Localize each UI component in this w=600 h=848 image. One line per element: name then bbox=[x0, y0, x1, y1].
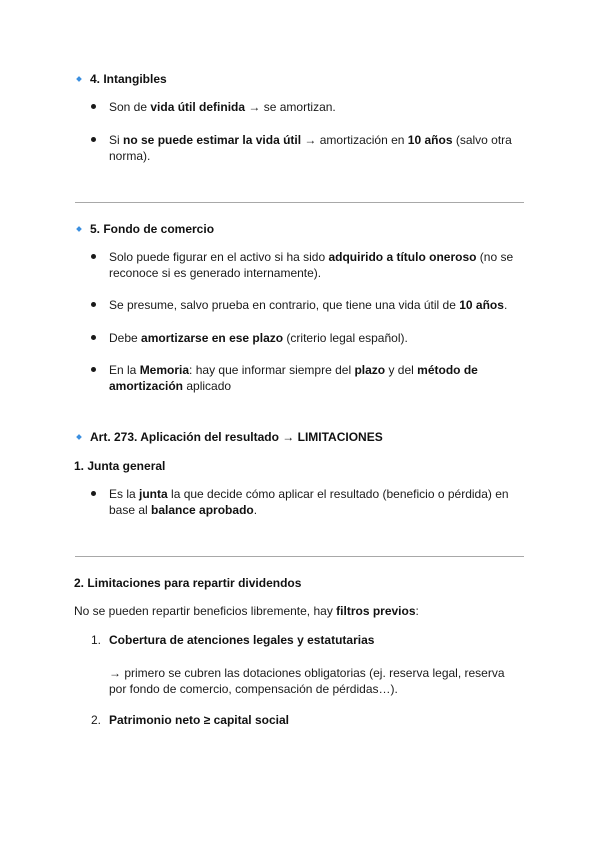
fondo-bullet-1-line2: reconoce si es generado internamente). bbox=[109, 266, 322, 280]
bullet-icon bbox=[91, 367, 96, 372]
item-1-desc-line1: → primero se cubren las dotaciones obligatorias (ej. reserva legal, reserva bbox=[109, 666, 505, 680]
section-divider bbox=[75, 202, 524, 203]
section-heading-fondo: 5. Fondo de comercio bbox=[90, 222, 215, 236]
section-divider bbox=[75, 556, 524, 557]
diamond-bullet-icon bbox=[76, 76, 82, 82]
bullet-icon bbox=[91, 335, 96, 340]
section-heading-intangibles: 4. Intangibles bbox=[90, 72, 167, 86]
fondo-bullet-4-line2: amortización aplicado bbox=[109, 379, 232, 393]
junta-bullet-line1: Es la junta la que decide cómo aplicar el resultado (beneficio o pérdida) en bbox=[109, 487, 509, 501]
intangibles-bullet-2-line2: norma). bbox=[109, 149, 151, 163]
limitaciones-intro: No se pueden repartir beneficios libremente, hay filtros previos: bbox=[74, 604, 419, 618]
section-heading-art273: Art. 273. Aplicación del resultado → LIMITACIONES bbox=[90, 430, 383, 444]
bullet-icon bbox=[91, 137, 96, 142]
item-2-title: Patrimonio neto ≥ capital social bbox=[109, 713, 289, 727]
subheading-junta-general: 1. Junta general bbox=[74, 459, 166, 473]
intangibles-bullet-1: Son de vida útil definida → se amortizan. bbox=[109, 100, 336, 114]
fondo-bullet-4-line1: En la Memoria: hay que informar siempre del plazo y del método de bbox=[109, 363, 478, 377]
bullet-icon bbox=[91, 104, 96, 109]
junta-bullet-line2: base al balance aprobado. bbox=[109, 503, 258, 517]
bullet-icon bbox=[91, 302, 96, 307]
fondo-bullet-3: Debe amortizarse en ese plazo (criterio legal español). bbox=[109, 331, 408, 345]
diamond-bullet-icon bbox=[76, 434, 82, 440]
list-number: 1. bbox=[91, 633, 102, 647]
intangibles-bullet-2-line1: Si no se puede estimar la vida útil → amortización en 10 años (salvo otra bbox=[109, 133, 512, 147]
subheading-limitaciones: 2. Limitaciones para repartir dividendos bbox=[74, 576, 302, 590]
fondo-bullet-2: Se presume, salvo prueba en contrario, que tiene una vida útil de 10 años. bbox=[109, 298, 508, 312]
item-1-desc-line2: por fondo de comercio, compensación de pérdidas…). bbox=[109, 682, 398, 696]
diamond-bullet-icon bbox=[76, 226, 82, 232]
fondo-bullet-1-line1: Solo puede figurar en el activo si ha sido adquirido a título oneroso (no se bbox=[109, 250, 514, 264]
item-1-title: Cobertura de atenciones legales y estatutarias bbox=[109, 633, 375, 647]
bullet-icon bbox=[91, 491, 96, 496]
list-number: 2. bbox=[91, 713, 102, 727]
bullet-icon bbox=[91, 254, 96, 259]
